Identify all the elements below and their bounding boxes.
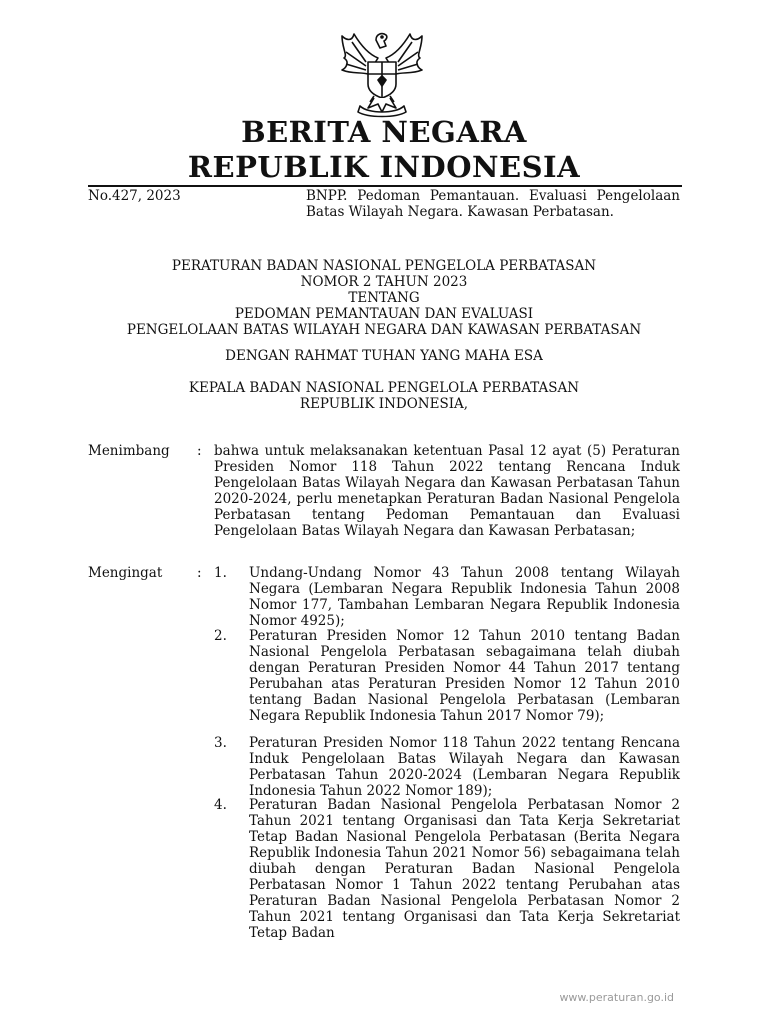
list-item: Undang-Undang Nomor 43 Tahun 2008 tentang Wilayah Negara (Lembaran Negara Republik Indonesia Tahun 2008 Nomor 177, Tambahan Lembaran Negara Republik Indonesia Nomor 4925); xyxy=(249,565,680,629)
list-item-number: 4. xyxy=(214,797,227,813)
invocation: DENGAN RAHMAT TUHAN YANG MAHA ESA xyxy=(225,348,543,364)
list-item-number: 3. xyxy=(214,735,227,751)
mengingat-colon: : xyxy=(197,565,202,581)
menimbang-label: Menimbang xyxy=(88,443,170,459)
list-item: Peraturan Badan Nasional Pengelola Perbatasan Nomor 2 Tahun 2021 tentang Organisasi dan Tata Kerja Sekretariat Tetap Badan Nasional Pengelola Perbatasan (Berita Negara Republik Indonesia Tahun 2021 Nomor 56) sebagaimana telah diubah dengan Peraturan Badan Nasional Pengelola Perbatasan Nomor 1 Tahun 2022 tentang Perubahan atas Peraturan Badan Nasional Pengelola Perbatasan Nomor 2 Tahun 2021 tentang Organisasi dan Tata Kerja Sekretariat Tetap Badan xyxy=(249,797,680,941)
title-line: PENGELOLAAN BATAS WILAYAH NEGARA DAN KAWASAN PERBATASAN xyxy=(126,322,642,338)
menimbang-text: bahwa untuk melaksanakan ketentuan Pasal 12 ayat (5) Peraturan Presiden Nomor 118 Tahun 2022 tentang Rencana Induk Pengelolaan Batas Wilayah Negara dan Kawasan Perbatasan Tahun 2020-2024, perlu menetapkan Peraturan Badan Nasional Pengelola Perbatasan tentang Pedoman Pemantauan dan Evaluasi Pengelolaan Batas Wilayah Negara dan Kawasan Perbatasan; xyxy=(214,443,680,539)
list-item: Peraturan Presiden Nomor 12 Tahun 2010 tentang Badan Nasional Pengelola Perbatasan sebagaimana telah diubah dengan Peraturan Presiden Nomor 44 Tahun 2017 tentang Perubahan atas Peraturan Presiden Nomor 12 Tahun 2010 tentang Badan Nasional Pengelola Perbatasan (Lembaran Negara Republik Indonesia Tahun 2017 Nomor 79); xyxy=(249,628,680,724)
list-item-number: 2. xyxy=(214,628,227,644)
source-url[interactable]: www.peraturan.go.id xyxy=(559,991,674,1004)
title-line: TENTANG xyxy=(348,290,420,306)
list-item: Peraturan Presiden Nomor 118 Tahun 2022 tentang Rencana Induk Pengelolaan Batas Wilayah Negara dan Kawasan Perbatasan Tahun 2020-2024 (Lembaran Negara Republik Indonesia Tahun 2022 Nomor 189); xyxy=(249,735,680,799)
mengingat-label: Mengingat xyxy=(88,565,163,581)
gazette-summary: BNPP. Pedoman Pemantauan. Evaluasi Pengelolaan Batas Wilayah Negara. Kawasan Perbatasan. xyxy=(306,188,680,220)
masthead-line-2: REPUBLIK INDONESIA xyxy=(187,150,581,184)
masthead-line-1: BERITA NEGARA xyxy=(241,115,527,149)
list-item-number: 1. xyxy=(214,565,227,581)
gazette-number: No.427, 2023 xyxy=(88,188,181,204)
authority-line: REPUBLIK INDONESIA, xyxy=(299,396,469,412)
title-line: NOMOR 2 TAHUN 2023 xyxy=(300,274,468,290)
title-line: PERATURAN BADAN NASIONAL PENGELOLA PERBATASAN xyxy=(171,258,597,274)
regulation-title xyxy=(0,258,768,338)
masthead-rule xyxy=(88,185,682,187)
garuda-emblem-icon xyxy=(334,28,430,118)
authority xyxy=(0,380,768,412)
title-line: PEDOMAN PEMANTAUAN DAN EVALUASI xyxy=(234,306,534,322)
menimbang-colon: : xyxy=(197,443,202,459)
authority-line: KEPALA BADAN NASIONAL PENGELOLA PERBATASAN xyxy=(188,380,580,396)
